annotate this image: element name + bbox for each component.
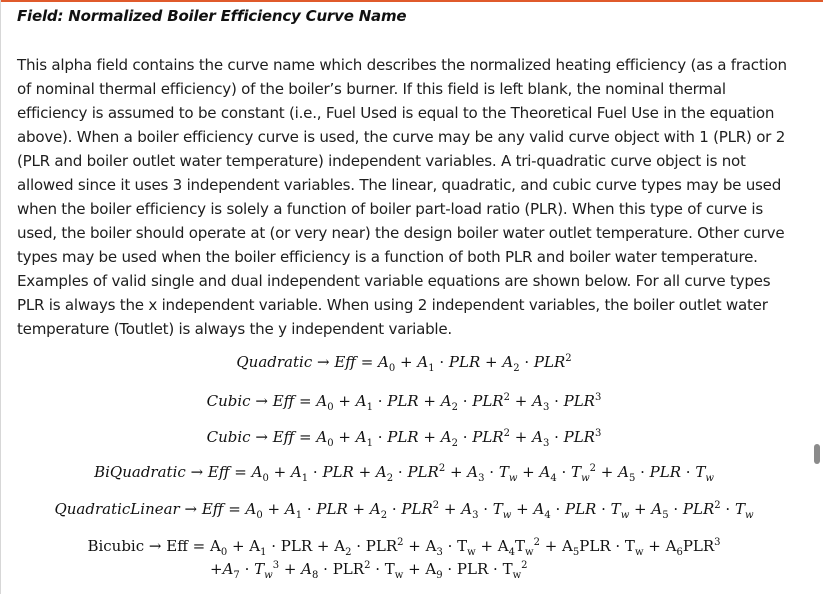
field-heading: Field: Normalized Boiler Efficiency Curve Name [17,7,407,25]
top-accent-rule [0,0,823,2]
equation-cubic-label-1: Cubic [206,392,251,410]
equation-quadratic-label: Quadratic [236,353,313,371]
equation-bicubic-continued: $+A_7 \cdot T_w^3 + A_8 \cdot PLR^2 \cdot T_w + A_9$ · PLR · $T_w^2$ [210,560,528,581]
field-documentation [17,5,797,341]
equation-quadratic-linear-label: QuadraticLinear [54,500,180,518]
equation-cubic-2: Cubic → Eff = $A_0 + A_1$ · PLR + $A_2 \cdot PLR^2 + A_3 \cdot PLR^3$ [206,428,602,449]
equation-bicubic-label: Bicubic [87,537,145,555]
equation-cubic-label-2: Cubic [206,428,251,446]
equation-bicubic: Bicubic → Eff = $A_0 + A_1$ · PLR + $A_2 \cdot PLR^2 + A_3 \cdot T_w + A_4T_w^2 + A_5PLR \cdot T_w + A_6PLR^3$ [87,537,721,558]
equation-biquadratic-label: BiQuadratic [94,463,186,481]
equation-quadratic-linear: QuadraticLinear → Eff = $A_0 + A_1$ · PLR + $A_2 \cdot PLR^2 + A_3 \cdot T_w + A_4$ · PLR · $T_w + A_5 \cdot PLR^2 \cdot T_w$ [54,500,754,521]
equation-quadratic: Quadratic → Eff = $A_0 + A_1$ · PLR + $A_2 \cdot PLR^2$ [236,353,572,374]
field-description: This alpha field contains the curve name which describes the normalized heating efficiency (as a fraction of nominal thermal efficiency) of the boiler’s burner. If this field is left blank, the nominal thermal efficiency is assumed to be constant (i.e., Fuel Used is equal to the Theoretical Fuel Use in the equation above). When a boiler efficiency curve is used, the curve may be any valid curve object with 1 (PLR) or 2 (PLR and boiler outlet water temperature) independent variables. A tri-quadratic curve object is not allowed since it uses 3 independent variables. The linear, quadratic, and cubic curve types may be used when the boiler efficiency is solely a function of boiler part-load ratio (PLR). When this type of curve is used, the boiler should operate at (or very near) the design boiler water outlet temperature. Other curve types may be used when the boiler efficiency is a function of both PLR and boiler water temperature. Examples of valid single and dual independent variable equations are shown below. For all curve types PLR is always the x independent variable. When using 2 independent variables, the boiler outlet water temperature (Toutlet) is always the y independent variable. [17,56,787,338]
equation-biquadratic: BiQuadratic → Eff = $A_0 + A_1$ · PLR + $A_2 \cdot PLR^2 + A_3 \cdot T_w + A_4 \cdot T_w^2 + A_5$ · PLR · $T_w$ [94,463,714,484]
equation-cubic-1: Cubic → Eff = $A_0 + A_1$ · PLR + $A_2 \cdot PLR^2 + A_3 \cdot PLR^3$ [206,392,602,413]
scrollbar-thumb[interactable] [814,444,820,464]
